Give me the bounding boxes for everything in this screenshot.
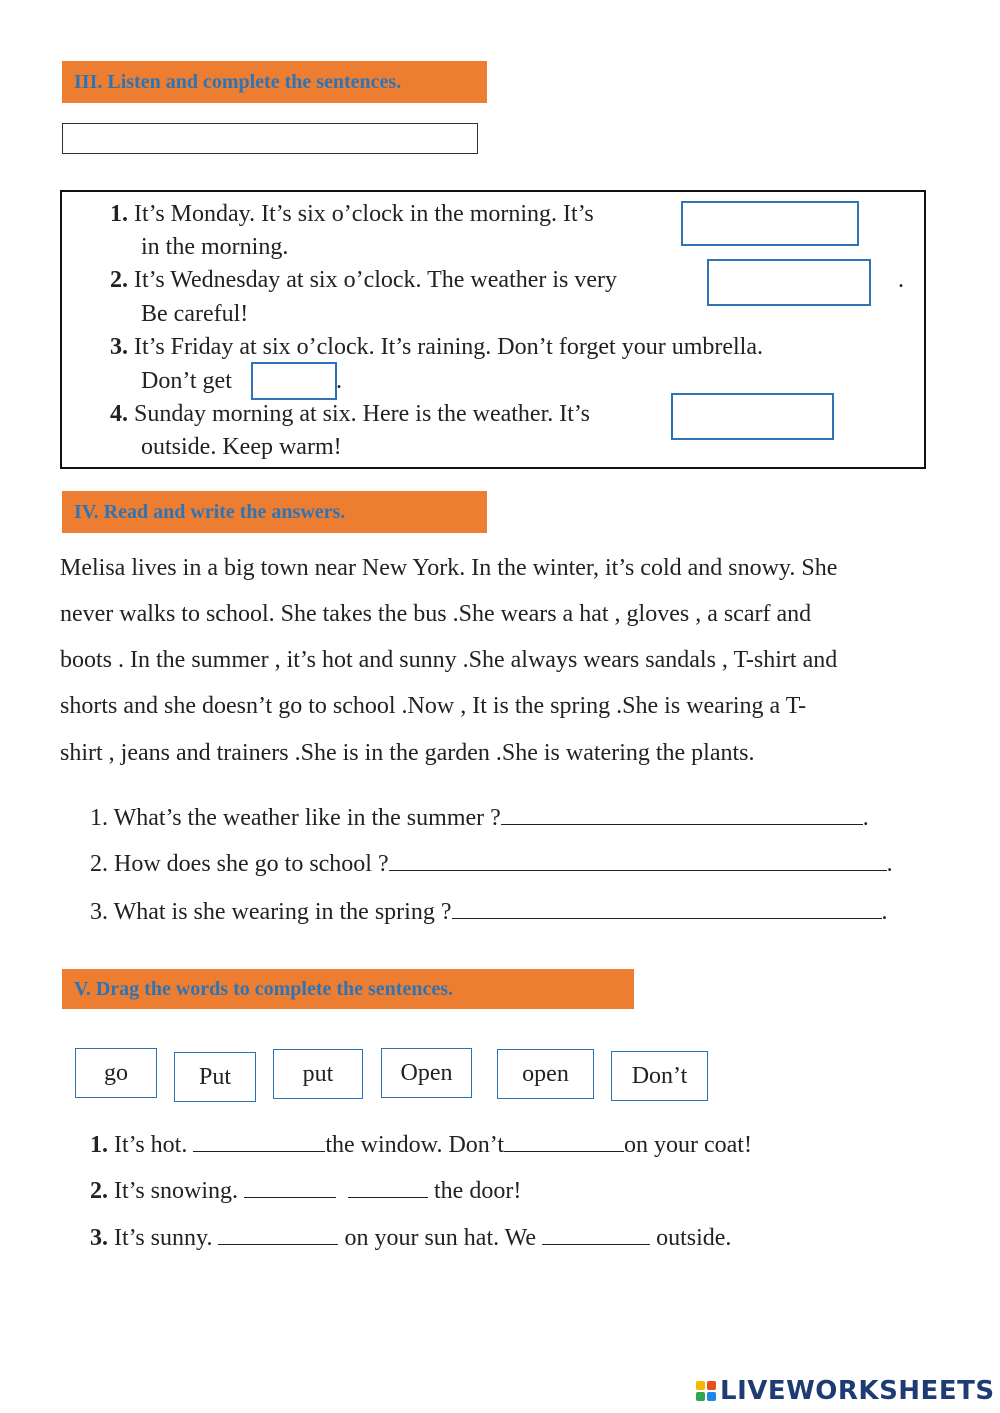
s4-question-2 [90,848,893,879]
section-4-header [62,491,487,533]
s3-answer-2-box[interactable] [707,259,871,306]
s3-item-3-num: 3. [110,334,128,360]
s5-s1-blank-1[interactable] [193,1129,325,1152]
s5-sentence-1 [90,1129,752,1160]
word-tile-dont[interactable]: Don’t [611,1051,708,1101]
logo-text: LIVEWORKSHEETS [720,1376,995,1406]
s3-item-1-num: 1. [110,201,128,227]
section-4-title: IV. Read and write the answers. [74,500,346,523]
s5-sentence-3 [90,1222,731,1253]
s4-answer-1-field[interactable] [501,802,863,825]
s4-q1-end: . [862,805,869,831]
s3-item-4-line2: outside. Keep warm! [141,434,342,460]
s3-item-4-text: Sunday morning at six. Here is the weather. It’s [134,401,590,427]
s3-item-2-line2: Be careful! [141,301,249,327]
s3-item-3-line1 [110,332,763,362]
s5-s2-num: 2. [90,1178,108,1204]
word-tile-open[interactable]: open [497,1049,594,1099]
s3-item-1-line1 [110,199,594,229]
s4-q3-text: What is she wearing in the spring ? [113,899,452,925]
s4-answer-3-field[interactable] [452,896,882,919]
reading-line-1: Melisa lives in a big town near New York. In the winter, it’s cold and snowy. She [60,555,838,581]
word-tile-go[interactable]: go [75,1048,157,1098]
s5-s3-num: 3. [90,1225,108,1251]
reading-line-2: never walks to school. She takes the bus .She wears a hat , gloves , a scarf and [60,601,812,627]
s3-item-2-text: It’s Wednesday at six o’clock. The weather is very [134,267,618,293]
s5-s2-blank-2[interactable] [348,1175,428,1198]
s4-q3-end: . [881,899,888,925]
s3-item-3-line2a: Don’t get [141,368,232,394]
s4-q1-text: What’s the weather like in the summer ? [113,805,501,831]
reading-line-4: shorts and she doesn’t go to school .Now , It is the spring .She is wearing a T- [60,693,807,719]
s3-item-3-text: It’s Friday at six o’clock. It’s raining. Don’t forget your umbrella. [134,334,763,360]
section-3-header [62,61,487,103]
s4-q2-end: . [886,851,893,877]
s5-s1-blank-2[interactable] [504,1129,624,1152]
section-5-header [62,969,634,1009]
s3-item-2-line1 [110,265,617,295]
s5-s2-part-b: the door! [428,1178,522,1204]
word-tile-Open[interactable]: Open [381,1048,472,1098]
section-3-title: III. Listen and complete the sentences. [74,70,402,93]
s3-item-4-num: 4. [110,401,128,427]
s4-q1-num: 1. [90,805,108,831]
s3-answer-3-box[interactable] [251,362,337,400]
s5-s2-part-a: It’s snowing. [114,1178,245,1204]
s5-s1-part-c: on your coat! [624,1132,752,1158]
s5-s1-num: 1. [90,1132,108,1158]
reading-line-5: shirt , jeans and trainers .She is in the garden .She is watering the plants. [60,740,755,766]
section-5-title: V. Drag the words to complete the sentences. [74,977,454,1000]
s3-answer-4-box[interactable] [671,393,834,440]
s4-answer-2-field[interactable] [389,848,887,871]
s3-item-1-text: It’s Monday. It’s six o’clock in the morning. It’s [134,201,594,227]
s4-q2-text: How does she go to school ? [114,851,389,877]
s5-s1-part-a: It’s hot. [114,1132,194,1158]
audio-player[interactable] [62,123,478,154]
s3-item-3-line2b: . [336,368,342,394]
s5-sentence-2 [90,1175,521,1206]
s4-q2-num: 2. [90,851,108,877]
word-tile-put[interactable]: put [273,1049,363,1099]
s5-s3-blank-2[interactable] [542,1222,650,1245]
word-tile-Put[interactable]: Put [174,1052,256,1102]
s4-question-1 [90,802,869,833]
logo-mark-icon [696,1381,716,1401]
s3-item-1-line2: in the morning. [141,234,289,260]
s4-question-3 [90,896,888,927]
s4-q3-num: 3. [90,899,108,925]
reading-line-3: boots . In the summer , it’s hot and sunny .She always wears sandals , T-shirt and [60,647,838,673]
s3-item-2-num: 2. [110,267,128,293]
s3-answer-1-box[interactable] [681,201,859,246]
s5-s1-part-b: the window. Don’t [325,1132,504,1158]
s5-s3-part-b: on your sun hat. We [338,1225,543,1251]
s3-item-2-period: . [898,267,904,293]
liveworksheets-logo [696,1376,995,1406]
s5-s2-blank-1[interactable] [244,1175,336,1198]
s5-s3-part-c: outside. [650,1225,732,1251]
s3-item-4-line1 [110,399,590,429]
s5-s3-part-a: It’s sunny. [114,1225,219,1251]
s5-s3-blank-1[interactable] [218,1222,338,1245]
